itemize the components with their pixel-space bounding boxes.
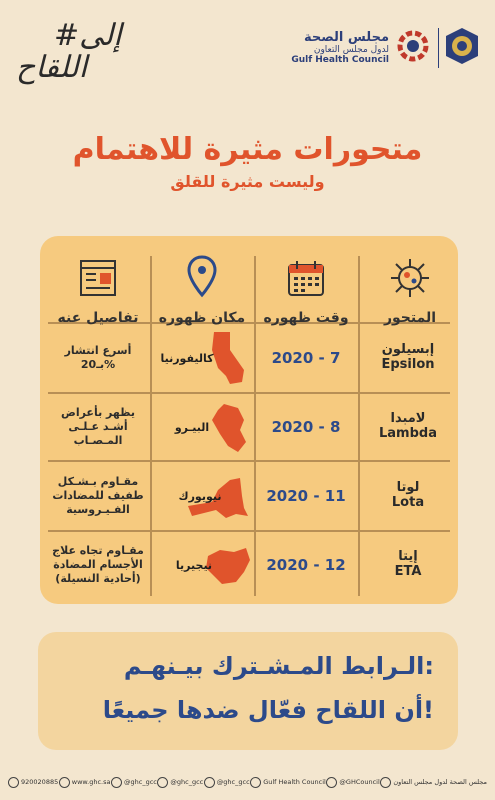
detail-line: طفيف للمضادات: [52, 489, 144, 503]
footer-phone-text: 920020885: [21, 778, 59, 786]
detail-line: الأجسام المضادة: [53, 558, 143, 572]
footer-instagram-text: @ghc_gcc: [124, 778, 157, 786]
variant-name-ar: لامبدا: [390, 410, 426, 426]
date-cell: 2020 - 11: [266, 487, 346, 505]
variant-name-ar: إبسيلون: [381, 341, 435, 357]
detail-line: المـصـاب: [73, 433, 123, 447]
header-variant-label: المتحور: [383, 310, 437, 326]
facebook-icon: [326, 777, 337, 788]
web-icon: [59, 777, 70, 788]
variant-name-en: Lota: [391, 495, 425, 511]
footer-website[interactable]: [59, 777, 111, 788]
detail-line: يظهر بأعراض: [61, 406, 135, 420]
variants-table: [40, 236, 458, 604]
place-cell: [150, 394, 254, 460]
virus-icon: [387, 255, 433, 301]
campaign-logo: [14, 14, 134, 86]
council-name-en: Gulf Health Council: [291, 55, 389, 65]
california-map-icon: [208, 330, 248, 386]
council-logo: [241, 26, 481, 76]
place-name: نيجيريا: [175, 558, 213, 572]
place-cell: [150, 324, 254, 392]
variant-name-ar: لوتا: [396, 479, 420, 495]
details-cell: [46, 394, 150, 460]
place-name: كاليفورنيا: [160, 351, 214, 365]
header-time-label: وقت ظهوره: [263, 310, 349, 326]
details-cell: [46, 532, 150, 598]
detail-line: مقـاوم بـشـكل: [57, 475, 139, 489]
date-cell: 2020 - 12: [266, 556, 346, 574]
footer-instagram[interactable]: [111, 777, 157, 788]
date-cell: 2020 - 7: [271, 349, 341, 367]
phone-icon: [8, 777, 19, 788]
footer-website-text: www.ghc.sa: [71, 778, 111, 786]
calendar-icon: [285, 257, 327, 299]
details-cell: [46, 324, 150, 392]
page-title: متحورات مثيرة للاهتمام: [72, 132, 423, 167]
instagram-icon: [111, 777, 122, 788]
footer-twitter[interactable]: [157, 777, 203, 788]
footer-facebook[interactable]: [326, 777, 379, 788]
place-cell: [150, 462, 254, 530]
details-cell: [46, 462, 150, 530]
footer-linkedin-text: مجلس الصحة لدول مجلس التعاون: [393, 778, 487, 786]
footer-contacts: [8, 772, 487, 792]
conclusion-line-1: الـرابط المـشـترك بيـنهـم:: [123, 652, 434, 680]
variant-name-en: ETA: [394, 564, 422, 580]
footer-twitter-text: @ghc_gcc: [170, 778, 204, 786]
variant-name-en: Epsilon: [381, 357, 435, 373]
council-name-ar-sub: لدول مجلس التعاون: [313, 45, 389, 55]
detail-line: مقـاوم تجاه علاج: [52, 544, 144, 558]
snapchat-icon: [204, 777, 215, 788]
place-name: البيـرو: [174, 420, 210, 434]
variant-cell: [358, 462, 458, 530]
footer-snapchat[interactable]: [204, 777, 250, 788]
header-details: [46, 254, 150, 326]
header-place: [150, 254, 254, 326]
footer-youtube[interactable]: [250, 777, 326, 788]
header-time: [254, 254, 358, 326]
detail-line: (أحادية النسيلة): [55, 571, 141, 585]
conclusion-box: [38, 632, 458, 750]
header-variant: [360, 254, 458, 326]
campaign-logo-line1: #إلى: [54, 18, 122, 53]
location-pin-icon: [187, 255, 217, 301]
header-place-label: مكان ظهوره: [158, 310, 246, 326]
place-cell: [150, 532, 254, 598]
campaign-logo-line2: اللقاح: [16, 50, 88, 85]
detail-line: بـ20%: [80, 358, 116, 371]
council-emblem-icon: [395, 28, 431, 64]
page-subtitle: وليست مثيرة للقلق: [170, 172, 325, 191]
detail-line: أسرع انتشار: [64, 344, 132, 358]
gcc-seal-icon: [443, 26, 481, 66]
variant-cell: [358, 394, 458, 460]
council-name: [291, 30, 389, 65]
variant-cell: [358, 532, 458, 598]
footer-snapchat-text: @ghc_gcc: [216, 778, 250, 786]
twitter-icon: [157, 777, 168, 788]
logo-divider: [438, 28, 439, 68]
council-name-ar: مجلس الصحة: [303, 30, 389, 45]
footer-youtube-text: Gulf Health Council: [263, 778, 326, 786]
variant-name-en: Lambda: [379, 426, 437, 442]
detail-line: أشـد عـلـى: [68, 420, 128, 434]
footer-linkedin[interactable]: [380, 777, 487, 788]
variant-name-ar: إيتا: [398, 548, 418, 564]
variant-cell: [358, 324, 458, 392]
youtube-icon: [250, 777, 261, 788]
place-name: نيويورك: [178, 489, 222, 503]
conclusion-line-2: أن اللقاح فعّال ضدها جميعًا!: [102, 696, 434, 724]
header-details-label: تفاصيل عنه: [57, 310, 139, 326]
peru-map-icon: [210, 402, 250, 454]
document-icon: [78, 258, 118, 298]
linkedin-icon: [380, 777, 391, 788]
footer-facebook-text: @GHCouncil: [339, 778, 380, 786]
detail-line: الفـيـروسية: [66, 502, 130, 516]
date-cell: 2020 - 8: [271, 418, 341, 436]
footer-phone[interactable]: [8, 777, 58, 788]
